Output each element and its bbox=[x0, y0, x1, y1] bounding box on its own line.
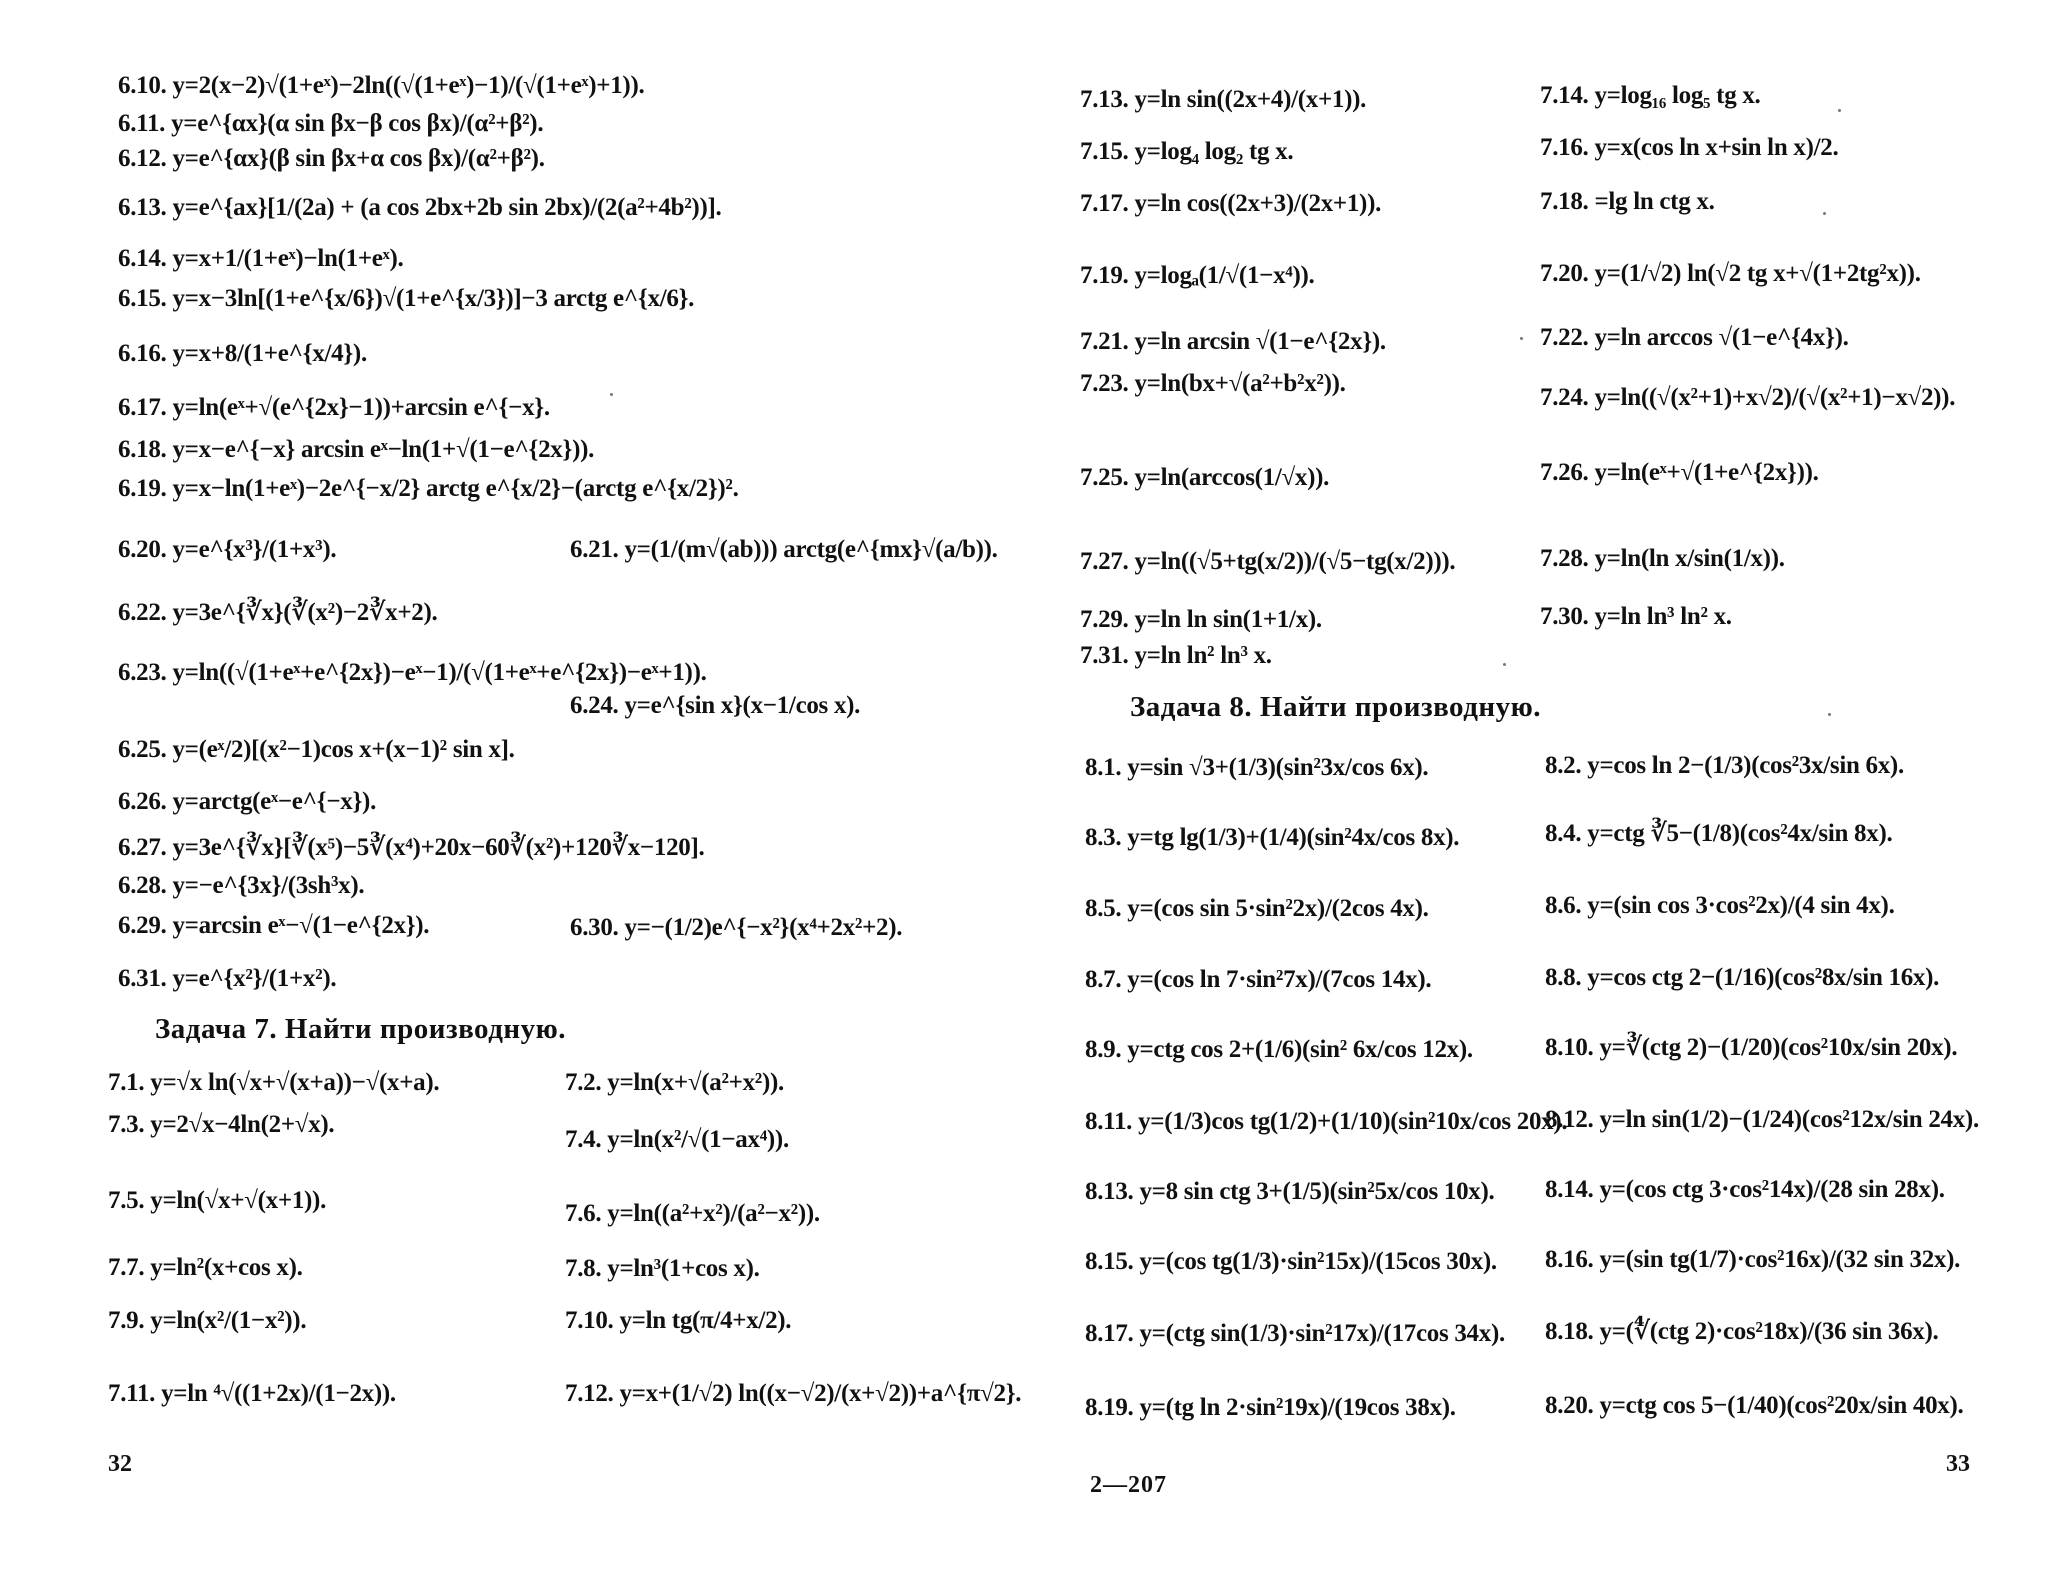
problem-7-26: 7.26. y=ln(eˣ+√(1+e^{2x})). bbox=[1540, 459, 1819, 486]
problem-8-3: 8.3. y=tg lg(1/3)+(1/4)(sin²4x/cos 8x). bbox=[1085, 824, 1460, 851]
problem-7-15: 7.15. y=log₄ log₂ tg x. bbox=[1080, 138, 1294, 165]
scan-speck bbox=[1838, 109, 1841, 112]
problem-6-22: 6.22. y=3e^{∛x}(∛(x²)−2∛x+2). bbox=[118, 599, 438, 626]
problem-6-26: 6.26. y=arctg(eˣ−e^{−x}). bbox=[118, 788, 377, 815]
problem-8-1: 8.1. y=sin √3+(1/3)(sin²3x/cos 6x). bbox=[1085, 754, 1429, 781]
problem-6-17: 6.17. y=ln(eˣ+√(e^{2x}−1))+arcsin e^{−x}. bbox=[118, 394, 550, 421]
problem-7-13: 7.13. y=ln sin((2x+4)/(x+1)). bbox=[1080, 86, 1367, 113]
problem-7-14: 7.14. y=log₁₆ log₅ tg x. bbox=[1540, 82, 1761, 109]
problem-7-31: 7.31. y=ln ln² ln³ x. bbox=[1080, 642, 1272, 669]
problem-8-14: 8.14. y=(cos ctg 3·cos²14x)/(28 sin 28x). bbox=[1545, 1176, 1945, 1203]
problem-7-17: 7.17. y=ln cos((2x+3)/(2x+1)). bbox=[1080, 190, 1382, 217]
problem-7-19: 7.19. y=logₐ(1/√(1−x⁴)). bbox=[1080, 262, 1315, 289]
scan-speck bbox=[610, 393, 613, 396]
problem-7-1: 7.1. y=√x ln(√x+√(x+a))−√(x+a). bbox=[108, 1069, 440, 1096]
problem-7-28: 7.28. y=ln(ln x/sin(1/x)). bbox=[1540, 545, 1785, 572]
problem-6-20: 6.20. y=e^{x³}/(1+x³). bbox=[118, 536, 337, 563]
problem-8-18: 8.18. y=(∜(ctg 2)·cos²18x)/(36 sin 36x). bbox=[1545, 1318, 1939, 1345]
heading-task-7: Задача 7. Найти производную. bbox=[155, 1013, 567, 1045]
problem-6-11: 6.11. y=e^{αx}(α sin βx−β cos βx)/(α²+β²). bbox=[118, 110, 544, 137]
problem-7-6: 7.6. y=ln((a²+x²)/(a²−x²)). bbox=[565, 1200, 820, 1227]
problem-6-31: 6.31. y=e^{x²}/(1+x²). bbox=[118, 965, 337, 992]
problem-6-18: 6.18. y=x−e^{−x} arcsin eˣ−ln(1+√(1−e^{2x})). bbox=[118, 436, 595, 463]
problem-6-13: 6.13. y=e^{ax}[1/(2a) + (a cos 2bx+2b sin 2bx)/(2(a²+4b²))]. bbox=[118, 194, 722, 221]
problem-6-19: 6.19. y=x−ln(1+eˣ)−2e^{−x/2} arctg e^{x/2}−(arctg e^{x/2})². bbox=[118, 475, 739, 502]
problem-8-11: 8.11. y=(1/3)cos tg(1/2)+(1/10)(sin²10x/cos 20x). bbox=[1085, 1108, 1568, 1135]
problem-7-2: 7.2. y=ln(x+√(a²+x²)). bbox=[565, 1069, 784, 1096]
problem-6-28: 6.28. y=−e^{3x}/(3sh³x). bbox=[118, 872, 365, 899]
problem-6-14: 6.14. y=x+1/(1+eˣ)−ln(1+eˣ). bbox=[118, 245, 404, 272]
problem-7-5: 7.5. y=ln(√x+√(x+1)). bbox=[108, 1187, 327, 1214]
problem-8-20: 8.20. y=ctg cos 5−(1/40)(cos²20x/sin 40x). bbox=[1545, 1392, 1964, 1419]
problem-7-4: 7.4. y=ln(x²/√(1−ax⁴)). bbox=[565, 1126, 789, 1153]
problem-7-25: 7.25. y=ln(arccos(1/√x)). bbox=[1080, 464, 1330, 491]
problem-7-21: 7.21. y=ln arcsin √(1−e^{2x}). bbox=[1080, 328, 1386, 355]
scan-speck bbox=[1823, 212, 1826, 215]
problem-8-4: 8.4. y=ctg ∛5−(1/8)(cos²4x/sin 8x). bbox=[1545, 820, 1893, 847]
problem-6-24: 6.24. y=e^{sin x}(x−1/cos x). bbox=[570, 692, 861, 719]
problem-8-10: 8.10. y=∛(ctg 2)−(1/20)(cos²10x/sin 20x). bbox=[1545, 1034, 1958, 1061]
problem-8-19: 8.19. y=(tg ln 2·sin²19x)/(19cos 38x). bbox=[1085, 1394, 1456, 1421]
problem-6-15: 6.15. y=x−3ln[(1+e^{x/6})√(1+e^{x/3})]−3 arctg e^{x/6}. bbox=[118, 285, 695, 312]
heading-task-8: Задача 8. Найти производную. bbox=[1130, 691, 1542, 723]
problem-6-29: 6.29. y=arcsin eˣ−√(1−e^{2x}). bbox=[118, 912, 430, 939]
problem-7-29: 7.29. y=ln ln sin(1+1/x). bbox=[1080, 606, 1322, 633]
signature-mark: 2—207 bbox=[1090, 1472, 1167, 1498]
problem-6-27: 6.27. y=3e^{∛x}[∛(x⁵)−5∛(x⁴)+20x−60∛(x²)+120∛x−120]. bbox=[118, 834, 705, 861]
page-number-right: 33 bbox=[1946, 1451, 1970, 1477]
problem-7-3: 7.3. y=2√x−4ln(2+√x). bbox=[108, 1111, 335, 1138]
problem-7-10: 7.10. y=ln tg(π/4+x/2). bbox=[565, 1307, 792, 1334]
problem-7-22: 7.22. y=ln arccos √(1−e^{4x}). bbox=[1540, 324, 1849, 351]
right-page bbox=[1040, 0, 2072, 1579]
problem-8-12: 8.12. y=ln sin(1/2)−(1/24)(cos²12x/sin 24x). bbox=[1545, 1106, 1979, 1133]
problem-7-11: 7.11. y=ln ⁴√((1+2x)/(1−2x)). bbox=[108, 1380, 396, 1407]
problem-8-17: 8.17. y=(ctg sin(1/3)·sin²17x)/(17cos 34x). bbox=[1085, 1320, 1505, 1347]
problem-8-2: 8.2. y=cos ln 2−(1/3)(cos²3x/sin 6x). bbox=[1545, 752, 1904, 779]
left-page bbox=[0, 0, 1020, 1579]
problem-8-5: 8.5. y=(cos sin 5·sin²2x)/(2cos 4x). bbox=[1085, 895, 1429, 922]
problem-6-30: 6.30. y=−(1/2)e^{−x²}(x⁴+2x²+2). bbox=[570, 914, 903, 941]
problem-6-10: 6.10. y=2(x−2)√(1+eˣ)−2ln((√(1+eˣ)−1)/(√(1+eˣ)+1)). bbox=[118, 72, 645, 99]
problem-7-27: 7.27. y=ln((√5+tg(x/2))/(√5−tg(x/2))). bbox=[1080, 548, 1456, 575]
problem-7-7: 7.7. y=ln²(x+cos x). bbox=[108, 1254, 303, 1281]
problem-7-20: 7.20. y=(1/√2) ln(√2 tg x+√(1+2tg²x)). bbox=[1540, 260, 1921, 287]
problem-7-12: 7.12. y=x+(1/√2) ln((x−√2)/(x+√2))+a^{π√2}. bbox=[565, 1380, 1022, 1407]
problem-6-12: 6.12. y=e^{αx}(β sin βx+α cos βx)/(α²+β²). bbox=[118, 145, 545, 172]
problem-6-25: 6.25. y=(eˣ/2)[(x²−1)cos x+(x−1)² sin x]. bbox=[118, 736, 515, 763]
problem-8-8: 8.8. y=cos ctg 2−(1/16)(cos²8x/sin 16x). bbox=[1545, 964, 1940, 991]
problem-7-24: 7.24. y=ln((√(x²+1)+x√2)/(√(x²+1)−x√2)). bbox=[1540, 384, 1956, 411]
problem-8-16: 8.16. y=(sin tg(1/7)·cos²16x)/(32 sin 32x). bbox=[1545, 1246, 1961, 1273]
problem-7-23: 7.23. y=ln(bx+√(a²+b²x²)). bbox=[1080, 370, 1346, 397]
problem-6-23: 6.23. y=ln((√(1+eˣ+e^{2x})−eˣ−1)/(√(1+eˣ+e^{2x})−eˣ+1)). bbox=[118, 659, 707, 686]
scan-speck bbox=[1503, 663, 1506, 666]
problem-8-13: 8.13. y=8 sin ctg 3+(1/5)(sin²5x/cos 10x). bbox=[1085, 1178, 1495, 1205]
problem-7-8: 7.8. y=ln³(1+cos x). bbox=[565, 1255, 760, 1282]
problem-7-30: 7.30. y=ln ln³ ln² x. bbox=[1540, 603, 1732, 630]
problem-8-7: 8.7. y=(cos ln 7·sin²7x)/(7cos 14x). bbox=[1085, 966, 1432, 993]
problem-8-15: 8.15. y=(cos tg(1/3)·sin²15x)/(15cos 30x). bbox=[1085, 1248, 1497, 1275]
problem-7-16: 7.16. y=x(cos ln x+sin ln x)/2. bbox=[1540, 134, 1839, 161]
problem-7-18: 7.18. =lg ln ctg x. bbox=[1540, 188, 1715, 215]
problem-7-9: 7.9. y=ln(x²/(1−x²)). bbox=[108, 1307, 307, 1334]
problem-6-16: 6.16. y=x+8/(1+e^{x/4}). bbox=[118, 340, 367, 367]
problem-8-9: 8.9. y=ctg cos 2+(1/6)(sin² 6x/cos 12x). bbox=[1085, 1036, 1473, 1063]
problem-6-21: 6.21. y=(1/(m√(ab))) arctg(e^{mx}√(a/b)). bbox=[570, 536, 998, 563]
scan-speck bbox=[1520, 337, 1523, 340]
scan-speck bbox=[1828, 713, 1831, 716]
page-number-left: 32 bbox=[108, 1451, 132, 1477]
problem-8-6: 8.6. y=(sin cos 3·cos²2x)/(4 sin 4x). bbox=[1545, 892, 1895, 919]
